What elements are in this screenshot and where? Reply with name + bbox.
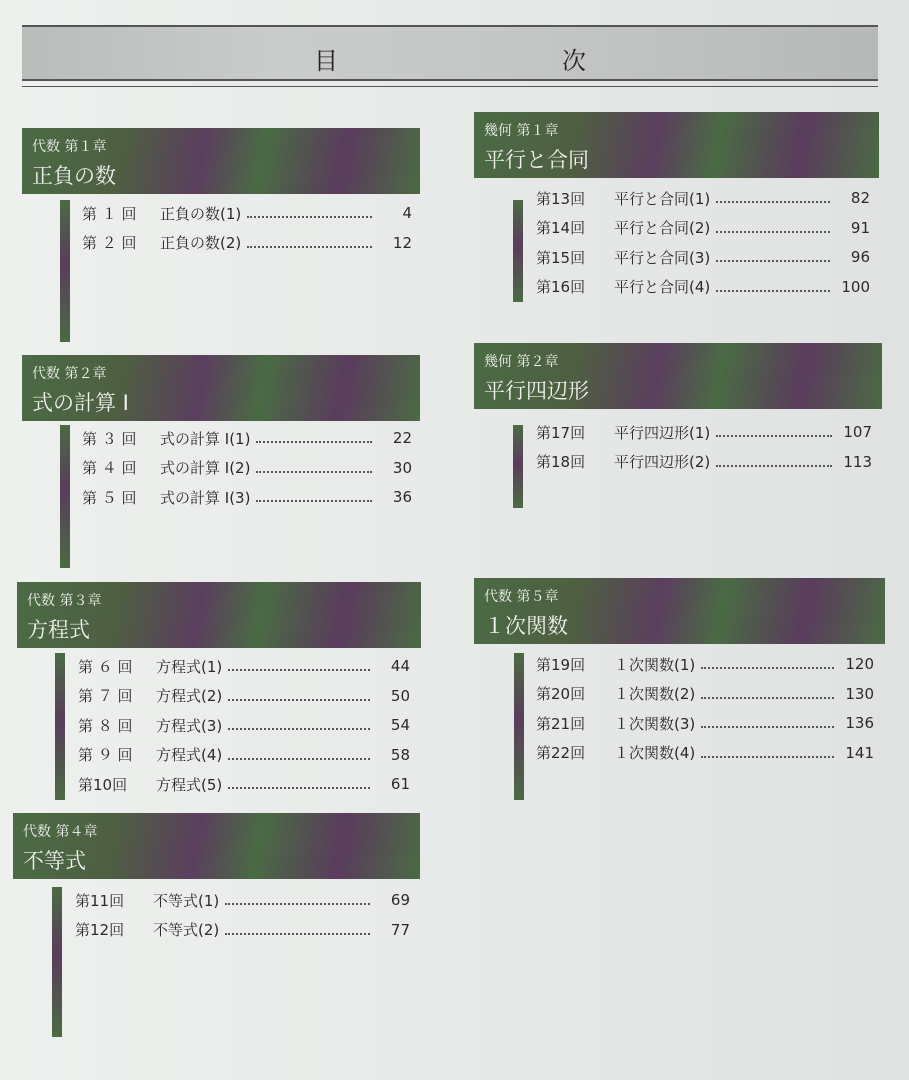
lesson-number: 第20回 [536, 685, 586, 703]
page-number: 91 [850, 218, 870, 237]
dot-leader [247, 246, 372, 248]
chapter-title: １次関数 [484, 614, 568, 638]
toc-entry[interactable] [536, 419, 872, 445]
page-number: 141 [845, 743, 874, 762]
chapter-header [22, 128, 420, 194]
chapter-subtitle: 代数 第５章 [484, 589, 559, 605]
toc-entry[interactable] [78, 771, 410, 797]
toc-title: 目 次 [314, 47, 686, 75]
page-number: 107 [843, 423, 872, 441]
lesson-number: 第 ６ 回 [78, 657, 133, 676]
toc-title-bar [22, 25, 878, 81]
dot-leader [228, 699, 370, 701]
page-number: 12 [392, 233, 412, 252]
lesson-title: 平行四辺形(1) [614, 423, 711, 442]
lesson-title: １次関数(1) [614, 655, 696, 674]
lesson-number: 第 ８ 回 [78, 716, 133, 735]
lesson-number: 第 ９ 回 [78, 746, 133, 764]
dot-leader [228, 758, 370, 760]
page-number: 100 [841, 277, 870, 296]
lesson-number: 第10回 [78, 775, 128, 794]
lesson-number: 第11回 [75, 891, 125, 910]
page-number: 4 [402, 204, 412, 222]
page-number: 136 [845, 714, 874, 732]
lesson-title: 式の計算 Ⅰ(2) [160, 459, 251, 477]
lesson-title: 方程式(1) [156, 657, 223, 676]
toc-entry[interactable] [536, 740, 874, 766]
chapter-header [474, 112, 879, 178]
lesson-title: 平行と合同(1) [614, 189, 711, 208]
lesson-title: 方程式(5) [156, 775, 223, 794]
lesson-number: 第15回 [536, 248, 586, 267]
lesson-number: 第22回 [536, 744, 586, 762]
lesson-title: 不等式(2) [153, 921, 220, 939]
lesson-number: 第16回 [536, 278, 586, 296]
toc-entry[interactable] [536, 449, 872, 475]
lesson-title: 平行と合同(3) [614, 248, 711, 267]
page-number: 82 [850, 189, 870, 207]
lesson-number: 第14回 [536, 219, 586, 237]
dot-leader [716, 201, 830, 203]
dot-leader [716, 465, 832, 467]
page-number: 113 [843, 452, 872, 471]
toc-entry[interactable] [78, 712, 410, 738]
lesson-number: 第 ５ 回 [82, 488, 137, 507]
dot-leader [701, 756, 834, 758]
page-number: 61 [390, 775, 410, 793]
lesson-number: 第12回 [75, 921, 125, 939]
chapter-header [474, 343, 882, 409]
lesson-title: 平行と合同(2) [614, 219, 711, 237]
chapter-header [17, 582, 421, 648]
dot-leader [228, 669, 370, 671]
lesson-number: 第19回 [536, 655, 586, 674]
toc-entry[interactable] [82, 200, 412, 226]
chapter-title: 正負の数 [32, 164, 116, 188]
lesson-title: 方程式(2) [156, 687, 223, 705]
lesson-number: 第 ７ 回 [78, 687, 133, 705]
chapter-subtitle: 代数 第３章 [27, 593, 102, 609]
lesson-title: 式の計算 Ⅰ(1) [160, 429, 251, 448]
dot-leader [716, 435, 832, 437]
lesson-title: 不等式(1) [153, 891, 220, 910]
chapter-title: 平行と合同 [484, 148, 589, 172]
lesson-number: 第 ４ 回 [82, 459, 137, 477]
dot-leader [256, 500, 372, 502]
toc-entry[interactable] [536, 710, 874, 736]
toc-entry[interactable] [78, 653, 410, 679]
toc-entry[interactable] [75, 887, 410, 913]
page-number: 130 [845, 684, 874, 703]
chapter-header [13, 813, 420, 879]
chapter-header [474, 578, 885, 644]
toc-entry[interactable] [536, 244, 870, 270]
page-number: 69 [390, 891, 410, 909]
lesson-title: 方程式(4) [156, 746, 223, 764]
lesson-title: 式の計算 Ⅰ(3) [160, 488, 251, 507]
section-side-bar [514, 653, 524, 800]
lesson-title: 正負の数(2) [160, 234, 242, 252]
page-number: 96 [850, 248, 870, 266]
lesson-number: 第13回 [536, 189, 586, 208]
page-number: 44 [390, 657, 410, 675]
chapter-subtitle: 代数 第４章 [23, 824, 98, 840]
dot-leader [701, 697, 834, 699]
section-side-bar [60, 425, 70, 568]
page-number: 120 [845, 655, 874, 673]
chapter-subtitle: 代数 第２章 [32, 366, 107, 382]
page-number: 77 [390, 920, 410, 939]
lesson-number: 第 ２ 回 [82, 234, 137, 252]
dot-leader [256, 441, 372, 443]
dot-leader [701, 726, 834, 728]
dot-leader [228, 787, 370, 789]
toc-entry[interactable] [536, 185, 870, 211]
toc-entry[interactable] [536, 681, 874, 707]
lesson-title: 平行と合同(4) [614, 278, 711, 296]
dot-leader [716, 231, 830, 233]
toc-entry[interactable] [536, 215, 870, 241]
page-number: 50 [390, 686, 410, 705]
dot-leader [247, 216, 372, 218]
page-number: 36 [392, 488, 412, 506]
section-side-bar [52, 887, 62, 1037]
chapter-subtitle: 幾何 第１章 [484, 123, 559, 139]
section-side-bar [55, 653, 65, 800]
toc-entry[interactable] [536, 274, 870, 300]
page-number: 30 [392, 458, 412, 477]
dot-leader [225, 903, 370, 905]
lesson-title: 方程式(3) [156, 716, 223, 735]
section-side-bar [513, 425, 523, 508]
chapter-subtitle: 代数 第１章 [32, 139, 107, 155]
toc-entry[interactable] [82, 484, 412, 510]
chapter-title: 方程式 [27, 618, 90, 642]
lesson-number: 第 ３ 回 [82, 429, 137, 448]
chapter-header [22, 355, 420, 421]
toc-entry[interactable] [82, 455, 412, 481]
lesson-number: 第18回 [536, 453, 586, 471]
lesson-number: 第21回 [536, 714, 586, 733]
chapter-title: 不等式 [23, 849, 86, 873]
dot-leader [716, 260, 830, 262]
toc-entry[interactable] [78, 742, 410, 768]
toc-entry[interactable] [75, 917, 410, 943]
chapter-title: 平行四辺形 [484, 379, 589, 403]
dot-leader [701, 667, 834, 669]
section-side-bar [513, 200, 523, 302]
dot-leader [225, 933, 370, 935]
page-number: 58 [390, 745, 410, 764]
chapter-title: 式の計算 Ⅰ [32, 391, 129, 415]
page-number: 54 [390, 716, 410, 734]
section-side-bar [60, 200, 70, 342]
toc-entry[interactable] [536, 651, 874, 677]
lesson-number: 第17回 [536, 423, 586, 442]
dot-leader [716, 290, 830, 292]
toc-entry[interactable] [78, 683, 410, 709]
lesson-title: 正負の数(1) [160, 204, 242, 223]
dot-leader [256, 471, 372, 473]
lesson-number: 第 １ 回 [82, 204, 137, 223]
lesson-title: １次関数(4) [614, 744, 696, 762]
lesson-title: 平行四辺形(2) [614, 453, 711, 471]
lesson-title: １次関数(3) [614, 714, 696, 733]
page-number: 22 [392, 429, 412, 447]
lesson-title: １次関数(2) [614, 685, 696, 703]
chapter-subtitle: 幾何 第２章 [484, 354, 559, 370]
dot-leader [228, 728, 370, 730]
toc-entry[interactable] [82, 425, 412, 451]
toc-entry[interactable] [82, 230, 412, 256]
